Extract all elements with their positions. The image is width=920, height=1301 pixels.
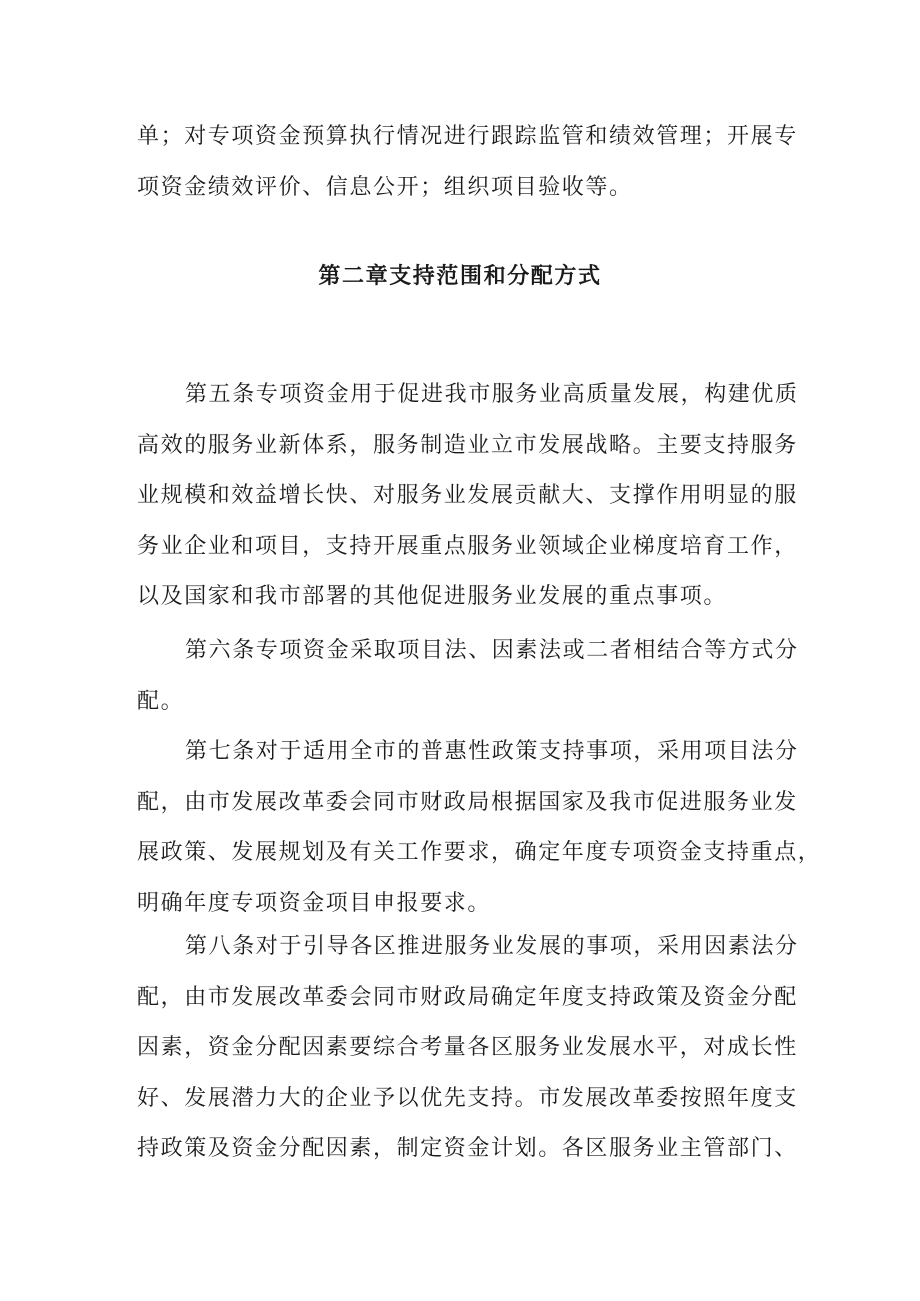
paragraph-article-5 xyxy=(137,370,799,623)
text-line: 第七条对于适用全市的普惠性政策支持事项，采用项目法分 xyxy=(185,739,799,764)
text-line: 业规模和效益增长快、对服务业发展贡献大、支撑作用明显的服 xyxy=(137,483,798,508)
text-line: 务业企业和项目，支持开展重点服务业领域企业梯度培育工作， xyxy=(137,533,798,559)
text-line: 第六条专项资金采取项目法、因素法或二者相结合等方式分 xyxy=(185,638,799,663)
paragraph-article-8 xyxy=(137,922,799,1175)
text-line: 配，由市发展改革委会同市财政局根据国家及我市促进服务业发 xyxy=(137,789,798,815)
text-line: 配。 xyxy=(137,688,185,714)
text-line: 明确年度专项资金项目申报要求。 xyxy=(137,890,492,916)
text-line: 配，由市发展改革委会同市财政局确定年度支持政策及资金分配 xyxy=(137,984,798,1010)
text-line: 展政策、发展规划及有关工作要求，确定年度专项资金支持重点， xyxy=(137,840,822,865)
text-line: 第五条专项资金用于促进我市服务业高质量发展，构建优质 xyxy=(185,382,799,407)
text-line: 因素，资金分配因素要综合考量各区服务业发展水平，对成长性 xyxy=(137,1035,798,1060)
text-line: 以及国家和我市部署的其他促进服务业发展的重点事项。 xyxy=(137,584,728,609)
text-line: 项资金绩效评价、信息公开；组织项目验收等。 xyxy=(137,174,633,200)
text-line: 单；对专项资金预算执行情况进行跟踪监管和绩效管理；开展专 xyxy=(137,124,798,149)
text-line: 第八条对于引导各区推进服务业发展的事项，采用因素法分 xyxy=(185,934,799,959)
text-line: 持政策及资金分配因素，制定资金计划。各区服务业主管部门、 xyxy=(137,1136,798,1161)
paragraph-intro xyxy=(137,112,798,213)
paragraph-article-6 xyxy=(137,626,799,727)
text-line: 高效的服务业新体系，服务制造业立市发展战略。主要支持服务 xyxy=(137,432,798,458)
text-line: 好、发展潜力大的企业予以优先支持。市发展改革委按照年度支 xyxy=(137,1085,798,1111)
paragraph-article-7 xyxy=(137,727,822,929)
chapter-heading: 第二章支持范围和分配方式 xyxy=(318,263,602,289)
